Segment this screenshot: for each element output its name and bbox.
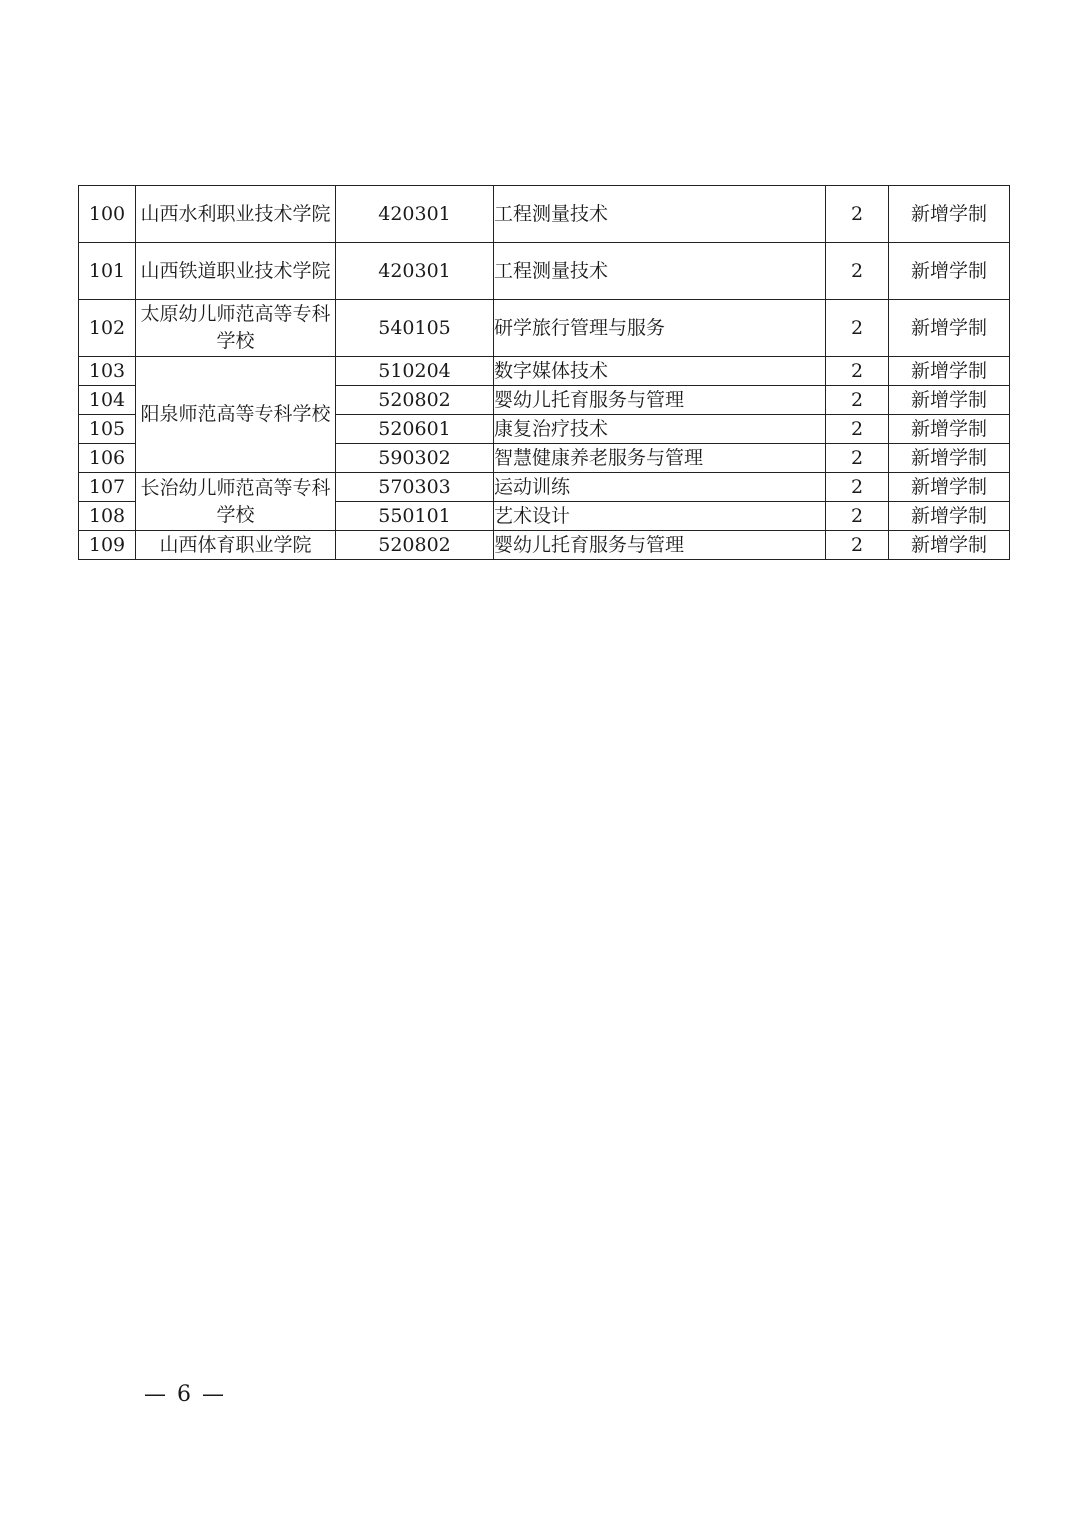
major-name: 工程测量技术	[494, 186, 826, 243]
row-number: 105	[79, 415, 136, 444]
row-number: 103	[79, 357, 136, 386]
school-name: 阳泉师范高等专科学校	[136, 357, 336, 473]
major-name: 康复治疗技术	[494, 415, 826, 444]
major-code: 510204	[336, 357, 494, 386]
row-number: 100	[79, 186, 136, 243]
row-number: 109	[79, 531, 136, 560]
major-name: 工程测量技术	[494, 243, 826, 300]
study-years: 2	[826, 186, 889, 243]
major-code: 520802	[336, 531, 494, 560]
remark: 新增学制	[889, 415, 1010, 444]
major-code: 550101	[336, 502, 494, 531]
major-code: 420301	[336, 243, 494, 300]
school-name: 山西水利职业技术学院	[136, 186, 336, 243]
row-number: 102	[79, 300, 136, 357]
remark: 新增学制	[889, 300, 1010, 357]
major-name: 智慧健康养老服务与管理	[494, 444, 826, 473]
study-years: 2	[826, 357, 889, 386]
study-years: 2	[826, 243, 889, 300]
major-name: 婴幼儿托育服务与管理	[494, 386, 826, 415]
school-name: 山西体育职业学院	[136, 531, 336, 560]
study-years: 2	[826, 386, 889, 415]
row-number: 106	[79, 444, 136, 473]
row-number: 107	[79, 473, 136, 502]
major-code: 520601	[336, 415, 494, 444]
school-name: 山西铁道职业技术学院	[136, 243, 336, 300]
major-name: 研学旅行管理与服务	[494, 300, 826, 357]
major-code: 570303	[336, 473, 494, 502]
remark: 新增学制	[889, 531, 1010, 560]
school-name: 太原幼儿师范高等专科学校	[136, 300, 336, 357]
major-code: 420301	[336, 186, 494, 243]
major-name: 婴幼儿托育服务与管理	[494, 531, 826, 560]
remark: 新增学制	[889, 444, 1010, 473]
study-years: 2	[826, 531, 889, 560]
program-table	[78, 185, 1010, 560]
study-years: 2	[826, 502, 889, 531]
page-number: — 6 —	[144, 1382, 226, 1407]
remark: 新增学制	[889, 243, 1010, 300]
document-sheet	[78, 185, 1009, 560]
major-code: 540105	[336, 300, 494, 357]
study-years: 2	[826, 473, 889, 502]
table-row	[79, 243, 1010, 300]
study-years: 2	[826, 415, 889, 444]
major-name: 运动训练	[494, 473, 826, 502]
remark: 新增学制	[889, 502, 1010, 531]
table-row	[79, 531, 1010, 560]
major-name: 数字媒体技术	[494, 357, 826, 386]
table-row	[79, 473, 1010, 502]
study-years: 2	[826, 300, 889, 357]
major-name: 艺术设计	[494, 502, 826, 531]
row-number: 101	[79, 243, 136, 300]
remark: 新增学制	[889, 186, 1010, 243]
table-row	[79, 357, 1010, 386]
remark: 新增学制	[889, 386, 1010, 415]
major-code: 590302	[336, 444, 494, 473]
table-row	[79, 300, 1010, 357]
table-row	[79, 186, 1010, 243]
remark: 新增学制	[889, 357, 1010, 386]
study-years: 2	[826, 444, 889, 473]
school-name: 长治幼儿师范高等专科学校	[136, 473, 336, 531]
row-number: 104	[79, 386, 136, 415]
row-number: 108	[79, 502, 136, 531]
major-code: 520802	[336, 386, 494, 415]
remark: 新增学制	[889, 473, 1010, 502]
